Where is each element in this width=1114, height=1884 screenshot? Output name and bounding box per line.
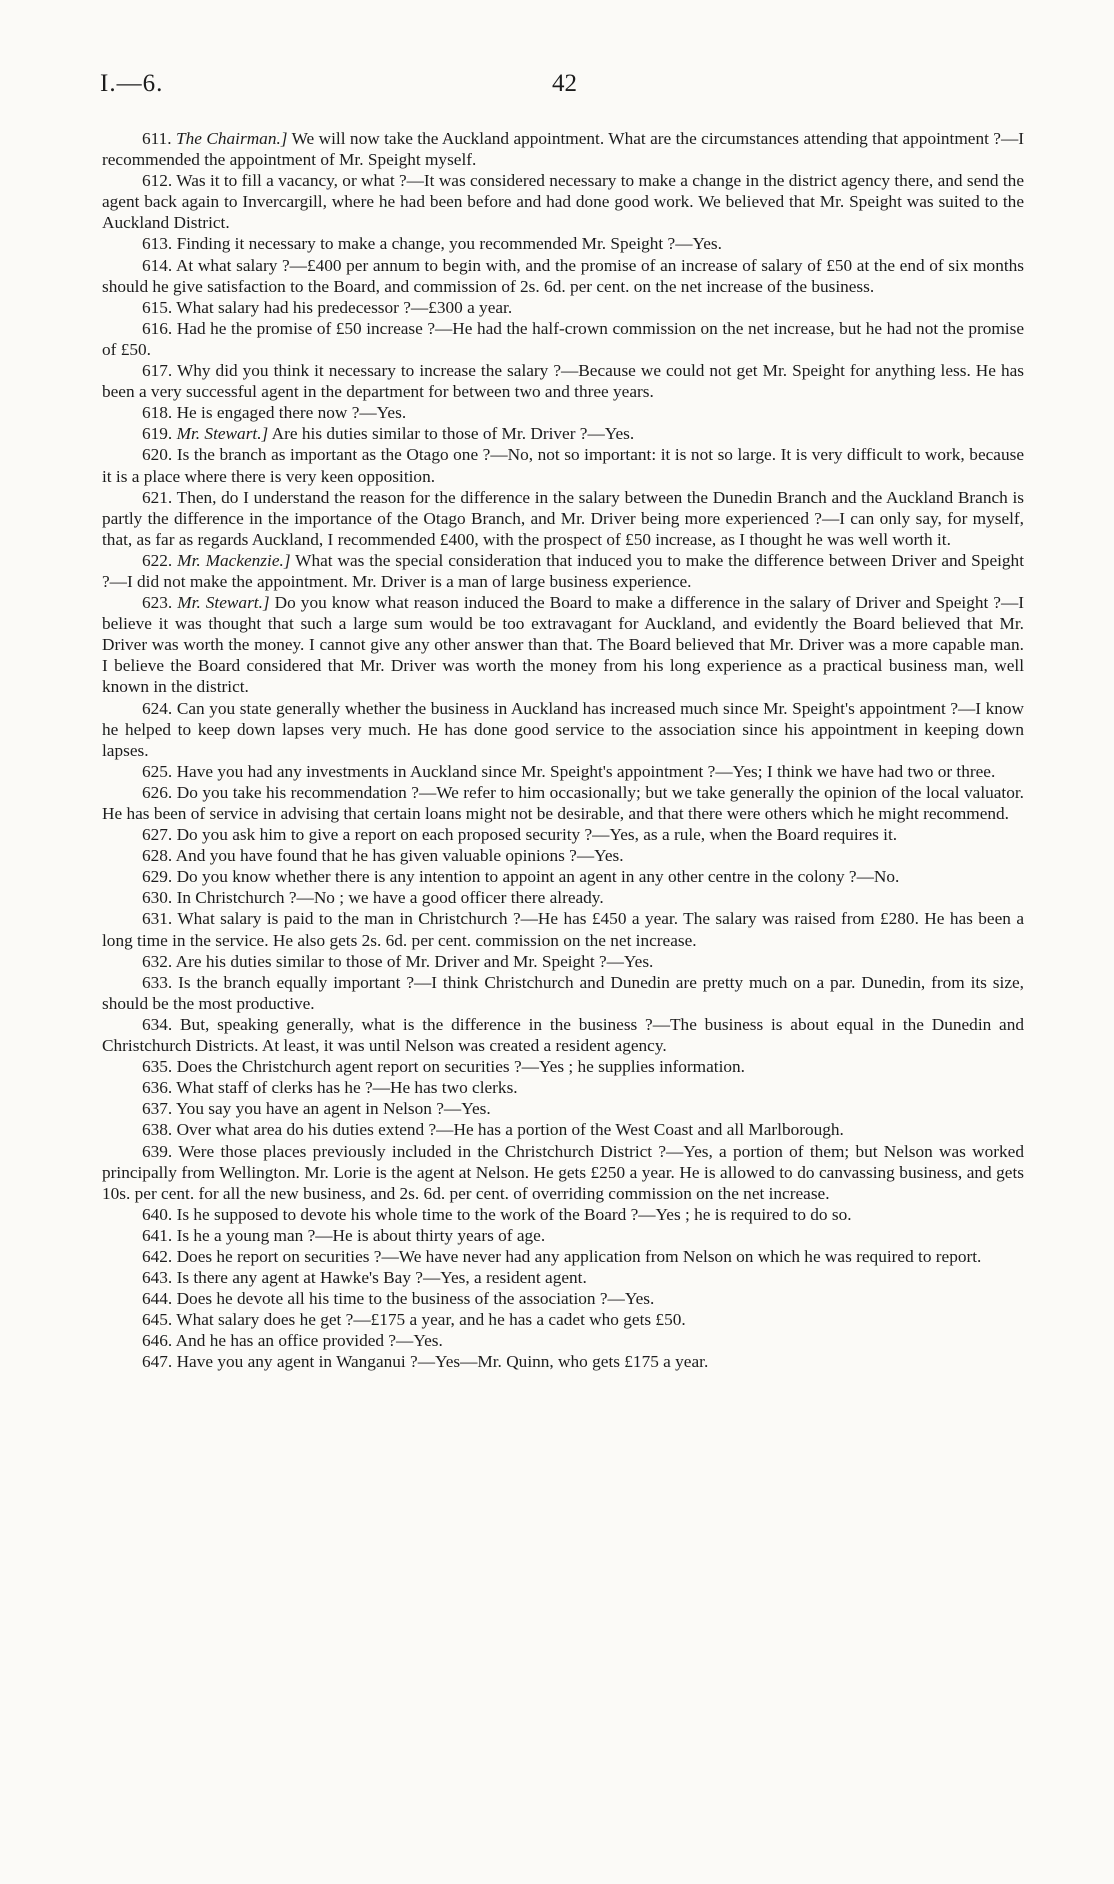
question-text: What was the special consideration that induced you to make the difference between Driver and Speight ?—I did not make the appointment. Mr. Driver is a man of large business experience. xyxy=(102,550,1024,591)
question-paragraph xyxy=(102,402,1024,423)
question-paragraph xyxy=(102,318,1024,360)
question-text: What staff of clerks has he ?—He has two clerks. xyxy=(176,1078,518,1098)
question-paragraph xyxy=(102,887,1024,908)
question-paragraph xyxy=(102,550,1024,592)
evidence-text xyxy=(102,128,1024,1373)
question-text: Finding it necessary to make a change, you recommended Mr. Speight ?—Yes. xyxy=(176,234,722,254)
question-number: 634. xyxy=(142,1014,173,1034)
question-text: Is he supposed to devote his whole time to the work of the Board ?—Yes ; he is required to do so. xyxy=(176,1204,852,1224)
speaker-name: The Chairman.] xyxy=(176,129,288,148)
question-number: 624. xyxy=(142,698,173,718)
question-paragraph xyxy=(102,128,1024,170)
question-number: 622. xyxy=(142,550,173,570)
question-text: We will now take the Auckland appointment. What are the circumstances attending that appointment ?—I recommended the appointment of Mr. Speight myself. xyxy=(102,129,1025,170)
question-number: 633. xyxy=(142,972,173,992)
question-text: Is the branch as important as the Otago one ?—No, not so important: it is not so large. It is very difficult to work, because it is a place where there is very keen opposition. xyxy=(102,445,1024,486)
question-paragraph xyxy=(102,297,1024,318)
question-paragraph xyxy=(102,1014,1024,1056)
question-number: 628. xyxy=(142,846,173,866)
speaker-name: Mr. Stewart.] xyxy=(177,593,270,613)
question-number: 643. xyxy=(142,1268,173,1288)
question-text: Then, do I understand the reason for the difference in the salary between the Dunedin Branch and the Auckland Branch is partly the difference in the importance of the Otago Branch, and Mr. Driver being more experienced ?—I can only say, for myself, that, as far as regards Auckland, I recommended £400, with the prospect of £50 increase, as I thought he was well worth it. xyxy=(102,487,1024,549)
question-text: Can you state generally whether the business in Auckland has increased much since Mr. Speight's appointment ?—I know he helped to keep down lapses very much. He has done good service to the association since his appointment in keeping down lapses. xyxy=(102,698,1025,760)
question-number: 627. xyxy=(142,825,173,845)
question-paragraph xyxy=(102,1077,1024,1098)
question-paragraph xyxy=(102,233,1024,254)
question-text: What salary does he get ?—£175 a year, and he has a cadet who gets £50. xyxy=(176,1310,686,1330)
question-paragraph xyxy=(102,1351,1024,1372)
question-text: Does the Christchurch agent report on securities ?—Yes ; he supplies information. xyxy=(176,1057,745,1077)
question-number: 611. xyxy=(142,129,172,148)
question-number: 645. xyxy=(142,1310,173,1330)
question-number: 625. xyxy=(142,761,173,781)
question-number: 647. xyxy=(142,1352,173,1372)
question-text: Is the branch equally important ?—I think Christchurch and Dunedin are pretty much on a par. Dunedin, from its size, should be the most productive. xyxy=(102,972,1024,1013)
question-paragraph xyxy=(102,845,1024,866)
question-paragraph xyxy=(102,824,1024,845)
question-text: Does he report on securities ?—We have never had any application from Nelson on which he was required to report. xyxy=(176,1246,982,1266)
question-text: You say you have an agent in Nelson ?—Yes. xyxy=(175,1099,491,1119)
question-text: Do you know what reason induced the Board to make a difference in the salary of Driver and Speight ?—I believe it was thought that such a large sum would be too extravagant for Auckland, and evidently the Board believed that Mr. Driver was worth the money. I cannot give any other answer than that. The Board believed that Mr. Driver was a more capable man. I believe the Board considered that Mr. Driver was worth the money from his long experience as a practical business man, well known in the district. xyxy=(102,593,1024,697)
question-paragraph xyxy=(102,1330,1024,1351)
question-number: 623. xyxy=(142,593,173,613)
question-paragraph xyxy=(102,487,1024,550)
question-number: 613. xyxy=(142,234,173,254)
question-text: Do you take his recommendation ?—We refer to him occasionally; but we take generally the opinion of the local valuator. He has been of service in advising that certain loans might not be desirable, and that there were others which he might recommend. xyxy=(102,782,1024,823)
question-text: Were those places previously included in the Christchurch District ?—Yes, a portion of them; but Nelson was worked principally from Wellington. Mr. Lorie is the agent at Nelson. He gets £250 a year. He is allowed to do canvassing business, and gets 10s. per cent. for all the new business, and 2s. 6d. per cent. of overriding commission on the net increase. xyxy=(102,1141,1024,1203)
question-paragraph xyxy=(102,866,1024,887)
page-number: 42 xyxy=(552,70,577,97)
speaker-name: Mr. Mackenzie.] xyxy=(177,550,291,570)
question-number: 642. xyxy=(142,1246,173,1266)
question-text: He is engaged there now ?—Yes. xyxy=(176,403,407,423)
question-number: 636. xyxy=(142,1078,173,1098)
question-paragraph xyxy=(102,1056,1024,1077)
question-text: Is there any agent at Hawke's Bay ?—Yes, a resident agent. xyxy=(176,1268,587,1288)
question-number: 635. xyxy=(142,1057,173,1077)
question-text: Have you had any investments in Auckland since Mr. Speight's appointment ?—Yes; I think we have had two or three. xyxy=(176,761,996,781)
question-text: And you have found that he has given valuable opinions ?—Yes. xyxy=(175,846,624,866)
question-number: 614. xyxy=(142,255,173,275)
question-text: What salary is paid to the man in Christchurch ?—He has £450 a year. The salary was raised from £280. He has been a long time in the service. He also gets 2s. 6d. per cent. commission on the net increase. xyxy=(102,909,1024,950)
question-text: Do you ask him to give a report on each proposed security ?—Yes, as a rule, when the Board requires it. xyxy=(176,825,898,845)
question-text: At what salary ?—£400 per annum to begin with, and the promise of an increase of salary of £50 at the end of six months should he give satisfaction to the Board, and commission of 2s. 6d. per cent. on the net increase of the business. xyxy=(102,255,1025,296)
question-paragraph xyxy=(102,698,1024,761)
question-paragraph xyxy=(102,1141,1024,1204)
question-text: And he has an office provided ?—Yes. xyxy=(175,1331,443,1351)
question-number: 619. xyxy=(142,424,173,444)
question-paragraph xyxy=(102,972,1024,1014)
question-paragraph xyxy=(102,761,1024,782)
question-number: 632. xyxy=(142,951,173,971)
question-number: 640. xyxy=(142,1204,173,1224)
question-paragraph xyxy=(102,360,1024,402)
question-paragraph xyxy=(102,1119,1024,1140)
question-number: 630. xyxy=(142,888,173,908)
question-paragraph xyxy=(102,1204,1024,1225)
question-text: But, speaking generally, what is the difference in the business ?—The business is about equal in the Dunedin and Christchurch Districts. At least, it was until Nelson was created a resident agency. xyxy=(102,1014,1024,1056)
question-number: 617. xyxy=(142,361,173,381)
question-text: Are his duties similar to those of Mr. Driver ?—Yes. xyxy=(271,424,635,444)
question-text: Have you any agent in Wanganui ?—Yes—Mr. Quinn, who gets £175 a year. xyxy=(176,1352,709,1372)
question-text: Is he a young man ?—He is about thirty years of age. xyxy=(176,1225,546,1245)
question-number: 621. xyxy=(142,487,173,507)
question-number: 637. xyxy=(142,1099,173,1119)
question-paragraph xyxy=(102,1267,1024,1288)
document-reference: I.—6. xyxy=(100,70,164,97)
question-number: 646. xyxy=(142,1331,173,1351)
question-text: Do you know whether there is any intention to appoint an agent in any other centre in the colony ?—No. xyxy=(176,867,900,887)
question-number: 631. xyxy=(142,909,173,929)
question-number: 638. xyxy=(142,1120,173,1140)
question-paragraph xyxy=(102,1309,1024,1330)
question-paragraph xyxy=(102,170,1024,233)
question-paragraph xyxy=(102,592,1024,697)
question-paragraph xyxy=(102,1288,1024,1309)
question-number: 612. xyxy=(142,171,173,191)
question-number: 616. xyxy=(142,318,173,338)
question-number: 615. xyxy=(142,297,173,317)
question-text: Over what area do his duties extend ?—He has a portion of the West Coast and all Marlborough. xyxy=(176,1120,844,1140)
speaker-name: Mr. Stewart.] xyxy=(176,424,269,444)
question-paragraph xyxy=(102,423,1024,444)
question-text: Was it to fill a vacancy, or what ?—It was considered necessary to make a change in the district agency there, and send the agent back again to Invercargill, where he had been before and had done good work. We believed that Mr. Speight was suited to the Auckland District. xyxy=(102,171,1024,233)
question-text: Are his duties similar to those of Mr. Driver and Mr. Speight ?—Yes. xyxy=(175,951,654,971)
question-text: Had he the promise of £50 increase ?—He had the half-crown commission on the net increase, but he had not the promise of £50. xyxy=(102,318,1024,359)
question-paragraph xyxy=(102,1225,1024,1246)
question-number: 626. xyxy=(142,782,173,802)
question-paragraph xyxy=(102,444,1024,486)
question-number: 620. xyxy=(142,445,173,465)
question-text: Does he devote all his time to the business of the association ?—Yes. xyxy=(176,1289,655,1309)
question-text: Why did you think it necessary to increase the salary ?—Because we could not get Mr. Speight for anything less. He has been a very successful agent in the department for between two and three years. xyxy=(102,361,1024,402)
question-paragraph xyxy=(102,908,1024,950)
page-header xyxy=(100,70,1014,110)
question-paragraph xyxy=(102,782,1024,824)
question-number: 641. xyxy=(142,1225,173,1245)
question-number: 639. xyxy=(142,1141,173,1161)
question-number: 629. xyxy=(142,867,173,887)
question-text: What salary had his predecessor ?—£300 a year. xyxy=(176,297,513,317)
question-number: 618. xyxy=(142,403,173,423)
question-text: In Christchurch ?—No ; we have a good officer there already. xyxy=(176,888,604,908)
question-paragraph xyxy=(102,1246,1024,1267)
question-paragraph xyxy=(102,1098,1024,1119)
question-paragraph xyxy=(102,951,1024,972)
question-paragraph xyxy=(102,255,1024,297)
question-number: 644. xyxy=(142,1289,173,1309)
